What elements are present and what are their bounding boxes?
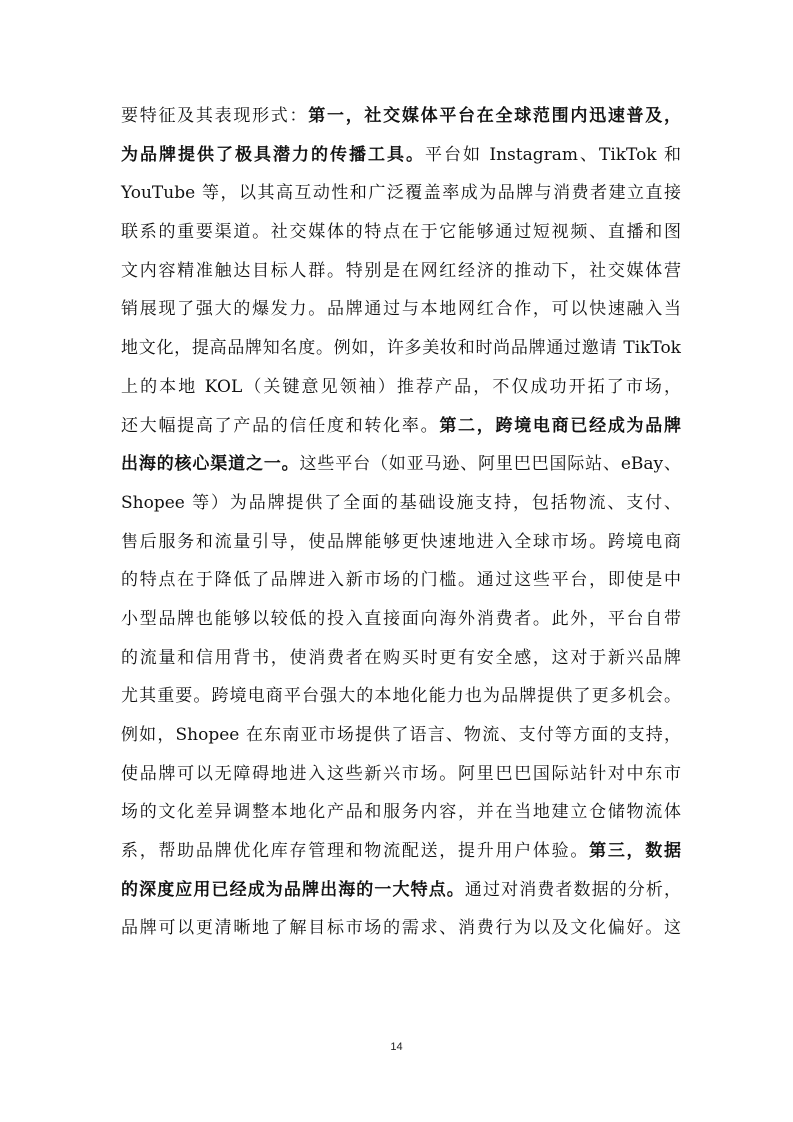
text-line: [121, 523, 681, 562]
text-line: [121, 290, 681, 329]
text-segment: 文内容精准触达目标人群。特别是在网红经济的推动下，社交媒体营: [121, 260, 681, 281]
text-line: [121, 97, 681, 136]
text-line: [121, 832, 681, 871]
text-line: [121, 368, 681, 407]
bold-text-segment: 第一，社交媒体平台在全球范围内迅速普及，: [308, 106, 682, 126]
text-segment: 小型品牌也能够以较低的投入直接面向海外消费者。此外，平台自带: [121, 608, 681, 629]
text-line: [121, 639, 681, 678]
text-segment: 使品牌可以无障碍地进入这些新兴市场。阿里巴巴国际站针对中东市: [121, 763, 681, 784]
text-line: [121, 755, 681, 794]
text-segment: Shopee 等）为品牌提供了全面的基础设施支持，包括物流、支付、: [121, 492, 681, 513]
text-segment: 平台如 Instagram、TikTok 和: [424, 144, 682, 165]
page-number: 14: [390, 1041, 403, 1053]
bold-text-segment: 出海的核心渠道之一。: [121, 454, 300, 475]
text-line: [121, 136, 681, 175]
text-line: [121, 909, 681, 948]
text-line: [121, 677, 681, 716]
text-segment: 系，帮助品牌优化库存管理和物流配送，提升用户体验。: [121, 841, 590, 862]
text-line: [121, 329, 681, 368]
bold-text-segment: 第三，数据: [589, 841, 682, 862]
bold-text-segment: 第二，跨境电商已经成为品牌: [439, 415, 682, 436]
text-segment: 例如，Shopee 在东南亚市场提供了语言、物流、支付等方面的支持，: [121, 725, 681, 745]
text-segment: 通过对消费者数据的分析，: [464, 879, 682, 900]
text-line: [121, 252, 681, 291]
text-segment: YouTube 等，以其高互动性和广泛覆盖率成为品牌与消费者建立直接: [121, 183, 681, 204]
text-segment: 销展现了强大的爆发力。品牌通过与本地网红合作，可以快速融入当: [121, 299, 681, 320]
bold-text-segment: 的深度应用已经成为品牌出海的一大特点。: [121, 879, 465, 900]
text-segment: 的流量和信用背书，使消费者在购买时更有安全感，这对于新兴品牌: [121, 647, 681, 668]
text-line: [121, 871, 681, 910]
text-segment: 场的文化差异调整本地化产品和服务内容，并在当地建立仓储物流体: [121, 802, 681, 823]
text-segment: 售后服务和流量引导，使品牌能够更快速地进入全球市场。跨境电商: [121, 531, 681, 552]
text-line: [121, 561, 681, 600]
text-segment: 地文化，提高品牌知名度。例如，许多美妆和时尚品牌通过邀请 TikTok: [121, 338, 681, 359]
text-line: [121, 213, 681, 252]
body-text: [121, 97, 681, 948]
text-segment: 要特征及其表现形式：: [121, 106, 309, 126]
text-segment: 上的本地 KOL（关键意见领袖）推荐产品，不仅成功开拓了市场，: [121, 376, 681, 397]
text-line: [121, 793, 681, 832]
text-segment: 这些平台（如亚马逊、阿里巴巴国际站、eBay、: [299, 454, 682, 475]
text-segment: 尤其重要。跨境电商平台强大的本地化能力也为品牌提供了更多机会。: [121, 686, 681, 707]
text-line: [121, 484, 681, 523]
text-line: [121, 445, 681, 484]
text-segment: 品牌可以更清晰地了解目标市场的需求、消费行为以及文化偏好。这: [121, 918, 681, 939]
bold-text-segment: 为品牌提供了极具潜力的传播工具。: [121, 144, 425, 165]
text-segment: 的特点在于降低了品牌进入新市场的门槛。通过这些平台，即使是中: [121, 570, 681, 591]
text-segment: 还大幅提高了产品的信任度和转化率。: [121, 415, 440, 436]
text-line: [121, 716, 681, 755]
text-line: [121, 174, 681, 213]
text-segment: 联系的重要渠道。社交媒体的特点在于它能够通过短视频、直播和图: [121, 222, 681, 243]
text-line: [121, 407, 681, 446]
text-line: [121, 600, 681, 639]
